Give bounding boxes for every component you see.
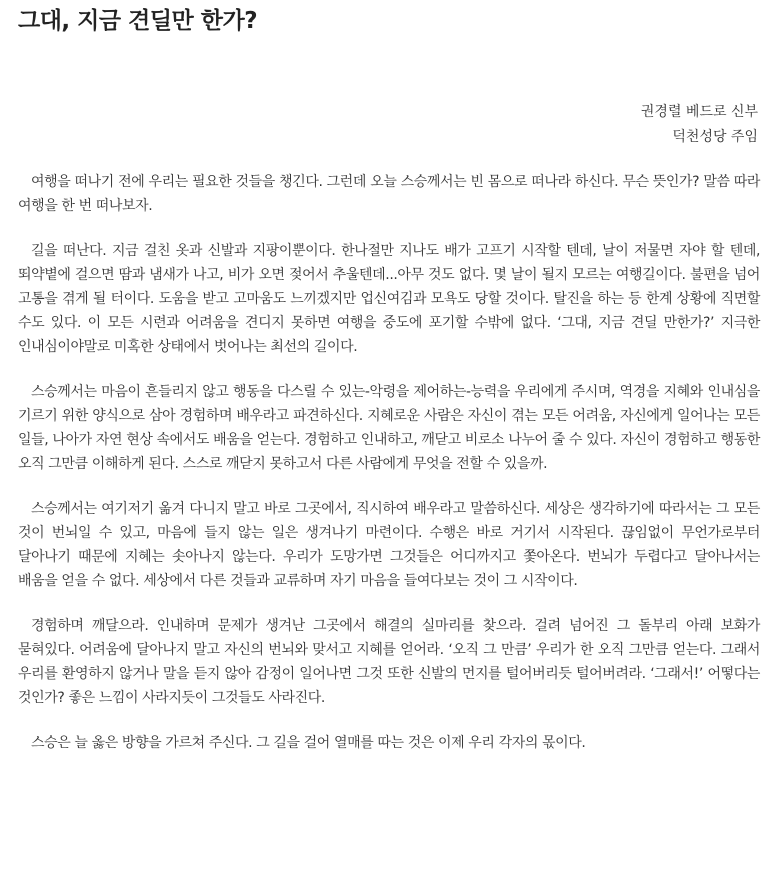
author-affiliation: 덕천성당 주임 bbox=[672, 129, 758, 145]
article-paragraph: 경험하며 깨달으라. 인내하며 문제가 생겨난 그곳에서 해결의 실마리를 찾으라. 걸려 넘어진 그 돌부리 아래 보화가 묻혀있다. 어려움에 달아나지 말고 자신의 번뇌와 맞서고 지혜를 얻어라. ‘오직 그 만큼’ 우리가 한 오직 그만큼 얻는다. 그래서 우리를 환영하지 않거나 말을 듣지 않아 감정이 일어나면 그것 또한 신발의 먼지를 털어버리듯 털어버려라. ‘그래서!’ 어떻다는 것인가? 좋은 느낌이 사라지듯이 그것들도 사라진다. bbox=[18, 618, 760, 706]
article-paragraph: 스승께서는 마음이 흔들리지 않고 행동을 다스릴 수 있는-악령을 제어하는-능력을 우리에게 주시며, 역경을 지혜와 인내심을 기르기 위한 양식으로 삼아 경험하며 배우라고 파견하신다. 지혜로운 사람은 자신이 겪는 모든 어려움, 자신에게 일어나는 모든 일들, 나아가 자연 현상 속에서도 배움을 얻는다. 경험하고 인내하고, 깨닫고 비로소 나누어 줄 수 있다. 자신이 경험하고 행동한 오직 그만큼 이해하게 된다. 스스로 깨닫지 못하고서 다른 사람에게 무엇을 전할 수 있을까. bbox=[18, 384, 760, 472]
article-paragraph: 스승께서는 여기저기 옮겨 다니지 말고 바로 그곳에서, 직시하여 배우라고 말씀하신다. 세상은 생각하기에 따라서는 그 모든 것이 번뇌일 수 있고, 마음에 들지 않는 일은 생겨나기 마련이다. 수행은 바로 거기서 시작된다. 끊임없이 무언가로부터 달아나기 때문에 지혜는 솟아나지 않는다. 우리가 도망가면 그것들은 어디까지고 쫓아온다. 번뇌가 두렵다고 달아나서는 배움을 얻을 수 없다. 세상에서 다른 것들과 교류하며 자기 마음을 들여다보는 것이 그 시작이다. bbox=[18, 501, 760, 589]
author-name: 권경렬 베드로 신부 bbox=[640, 104, 758, 120]
article-paragraph: 스승은 늘 옳은 방향을 가르쳐 주신다. 그 길을 걸어 열매를 따는 것은 이제 우리 각자의 몫이다. bbox=[31, 735, 586, 751]
article-paragraph: 여행을 떠나기 전에 우리는 필요한 것들을 챙긴다. 그런데 오늘 스승께서는 빈 몸으로 떠나라 하신다. 무슨 뜻인가? 말씀 따라 여행을 한 번 떠나보자. bbox=[18, 174, 760, 214]
article-paragraph: 길을 떠난다. 지금 걸친 옷과 신발과 지팡이뿐이다. 한나절만 지나도 배가 고프기 시작할 텐데, 날이 저물면 자야 할 텐데, 뙤약볕에 걸으면 땀과 냄새가 나고, 비가 오면 젖어서 추울텐데...아무 것도 없다. 몇 날이 될지 모르는 여행길이다. 불편을 넘어 고통을 겪게 될 터이다. 도움을 받고 고마움도 느끼겠지만 업신여김과 모욕도 당할 것이다. 탈진을 하는 등 한계 상황에 직면할 수도 있다. 이 모든 시련과 어려움을 견디지 못하면 여행을 중도에 포기할 수밖에 없다. ‘그대, 지금 견딜 만한가?’ 지극한 인내심이야말로 미혹한 상태에서 벗어나는 최선의 길이다. bbox=[18, 243, 760, 355]
article-body bbox=[18, 170, 760, 776]
article-title: 그대, 지금 견딜만 한가? bbox=[18, 8, 258, 34]
byline bbox=[641, 100, 758, 150]
